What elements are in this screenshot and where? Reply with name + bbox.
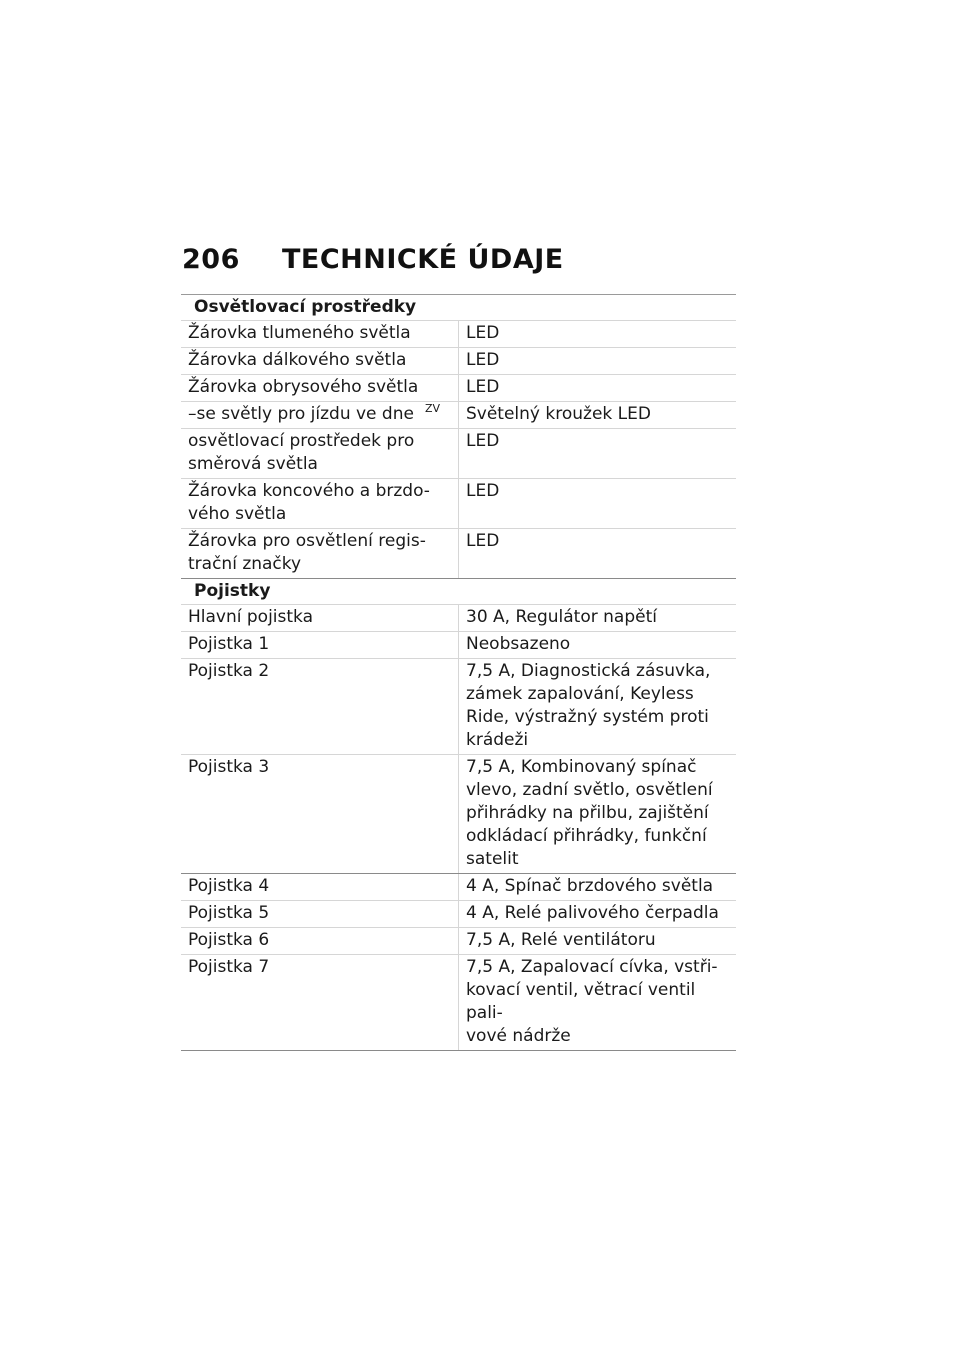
table-row (181, 321, 736, 348)
row-value: 7,5 A, Relé ventilátoru (466, 930, 656, 950)
row-label: Pojistka 1 (181, 632, 459, 658)
row-value: 7,5 A, Diagnostická zásuvka, zámek zapalování, Keyless Ride, výstražný systém proti krádeži (466, 661, 711, 750)
row-label: Žárovka pro osvětlení regis- trační značky (181, 529, 459, 578)
row-label: Hlavní pojistka (181, 605, 459, 631)
page-header (182, 244, 564, 275)
row-label: Pojistka 6 (181, 928, 459, 954)
table-row (181, 479, 736, 529)
table-row (181, 901, 736, 928)
table-row (181, 605, 736, 632)
table-row (181, 874, 736, 901)
row-value: Neobsazeno (466, 634, 571, 654)
row-value: 4 A, Spínač brzdového světla (466, 876, 714, 896)
row-label: Pojistka 4 (181, 874, 459, 900)
table-row (181, 375, 736, 402)
table-row (181, 955, 736, 1051)
row-value: LED (466, 377, 500, 397)
row-value: 7,5 A, Zapalovací cívka, vstři- kovací ventil, větrací ventil pali- vové nádrže (466, 957, 718, 1046)
row-value: LED (466, 531, 500, 551)
table-row (181, 928, 736, 955)
row-label: Žárovka tlumeného světla (181, 321, 459, 347)
row-label: Žárovka obrysového světla (181, 375, 459, 401)
table-row (181, 659, 736, 755)
table-row (181, 429, 736, 479)
table-row (181, 348, 736, 375)
row-value: 7,5 A, Kombinovaný spínač vlevo, zadní světlo, osvětlení přihrádky na přilbu, zajištění odkládací přihrádky, funkční satelit (466, 757, 713, 869)
row-label: Pojistka 2 (181, 659, 459, 754)
row-label: Žárovka dálkového světla (181, 348, 459, 374)
row-label: Žárovka koncového a brzdo- vého světla (181, 479, 459, 528)
row-value: LED (466, 431, 500, 451)
footnote-marker: ZV (424, 402, 440, 415)
page-number: 206 (182, 244, 240, 275)
table-row (181, 529, 736, 579)
row-value: Světelný kroužek LED (466, 404, 651, 424)
row-label: –se světly pro jízdu ve dne ZV (181, 402, 459, 428)
row-label: Pojistka 7 (181, 955, 459, 1050)
row-value: LED (466, 323, 500, 343)
row-value: LED (466, 350, 500, 370)
row-value: 4 A, Relé palivového čerpadla (466, 903, 719, 923)
section-heading-fuses: Pojistky (181, 579, 736, 605)
row-label: osvětlovací prostředek pro směrová světla (181, 429, 459, 478)
spec-table (181, 294, 736, 1051)
page-title: TECHNICKÉ ÚDAJE (282, 244, 564, 275)
row-label: Pojistka 3 (181, 755, 459, 873)
row-label: Pojistka 5 (181, 901, 459, 927)
section-heading-lighting: Osvětlovací prostředky (181, 295, 736, 321)
table-row (181, 632, 736, 659)
table-row (181, 755, 736, 874)
table-row (181, 402, 736, 429)
row-value: LED (466, 481, 500, 501)
row-value: 30 A, Regulátor napětí (466, 607, 657, 627)
